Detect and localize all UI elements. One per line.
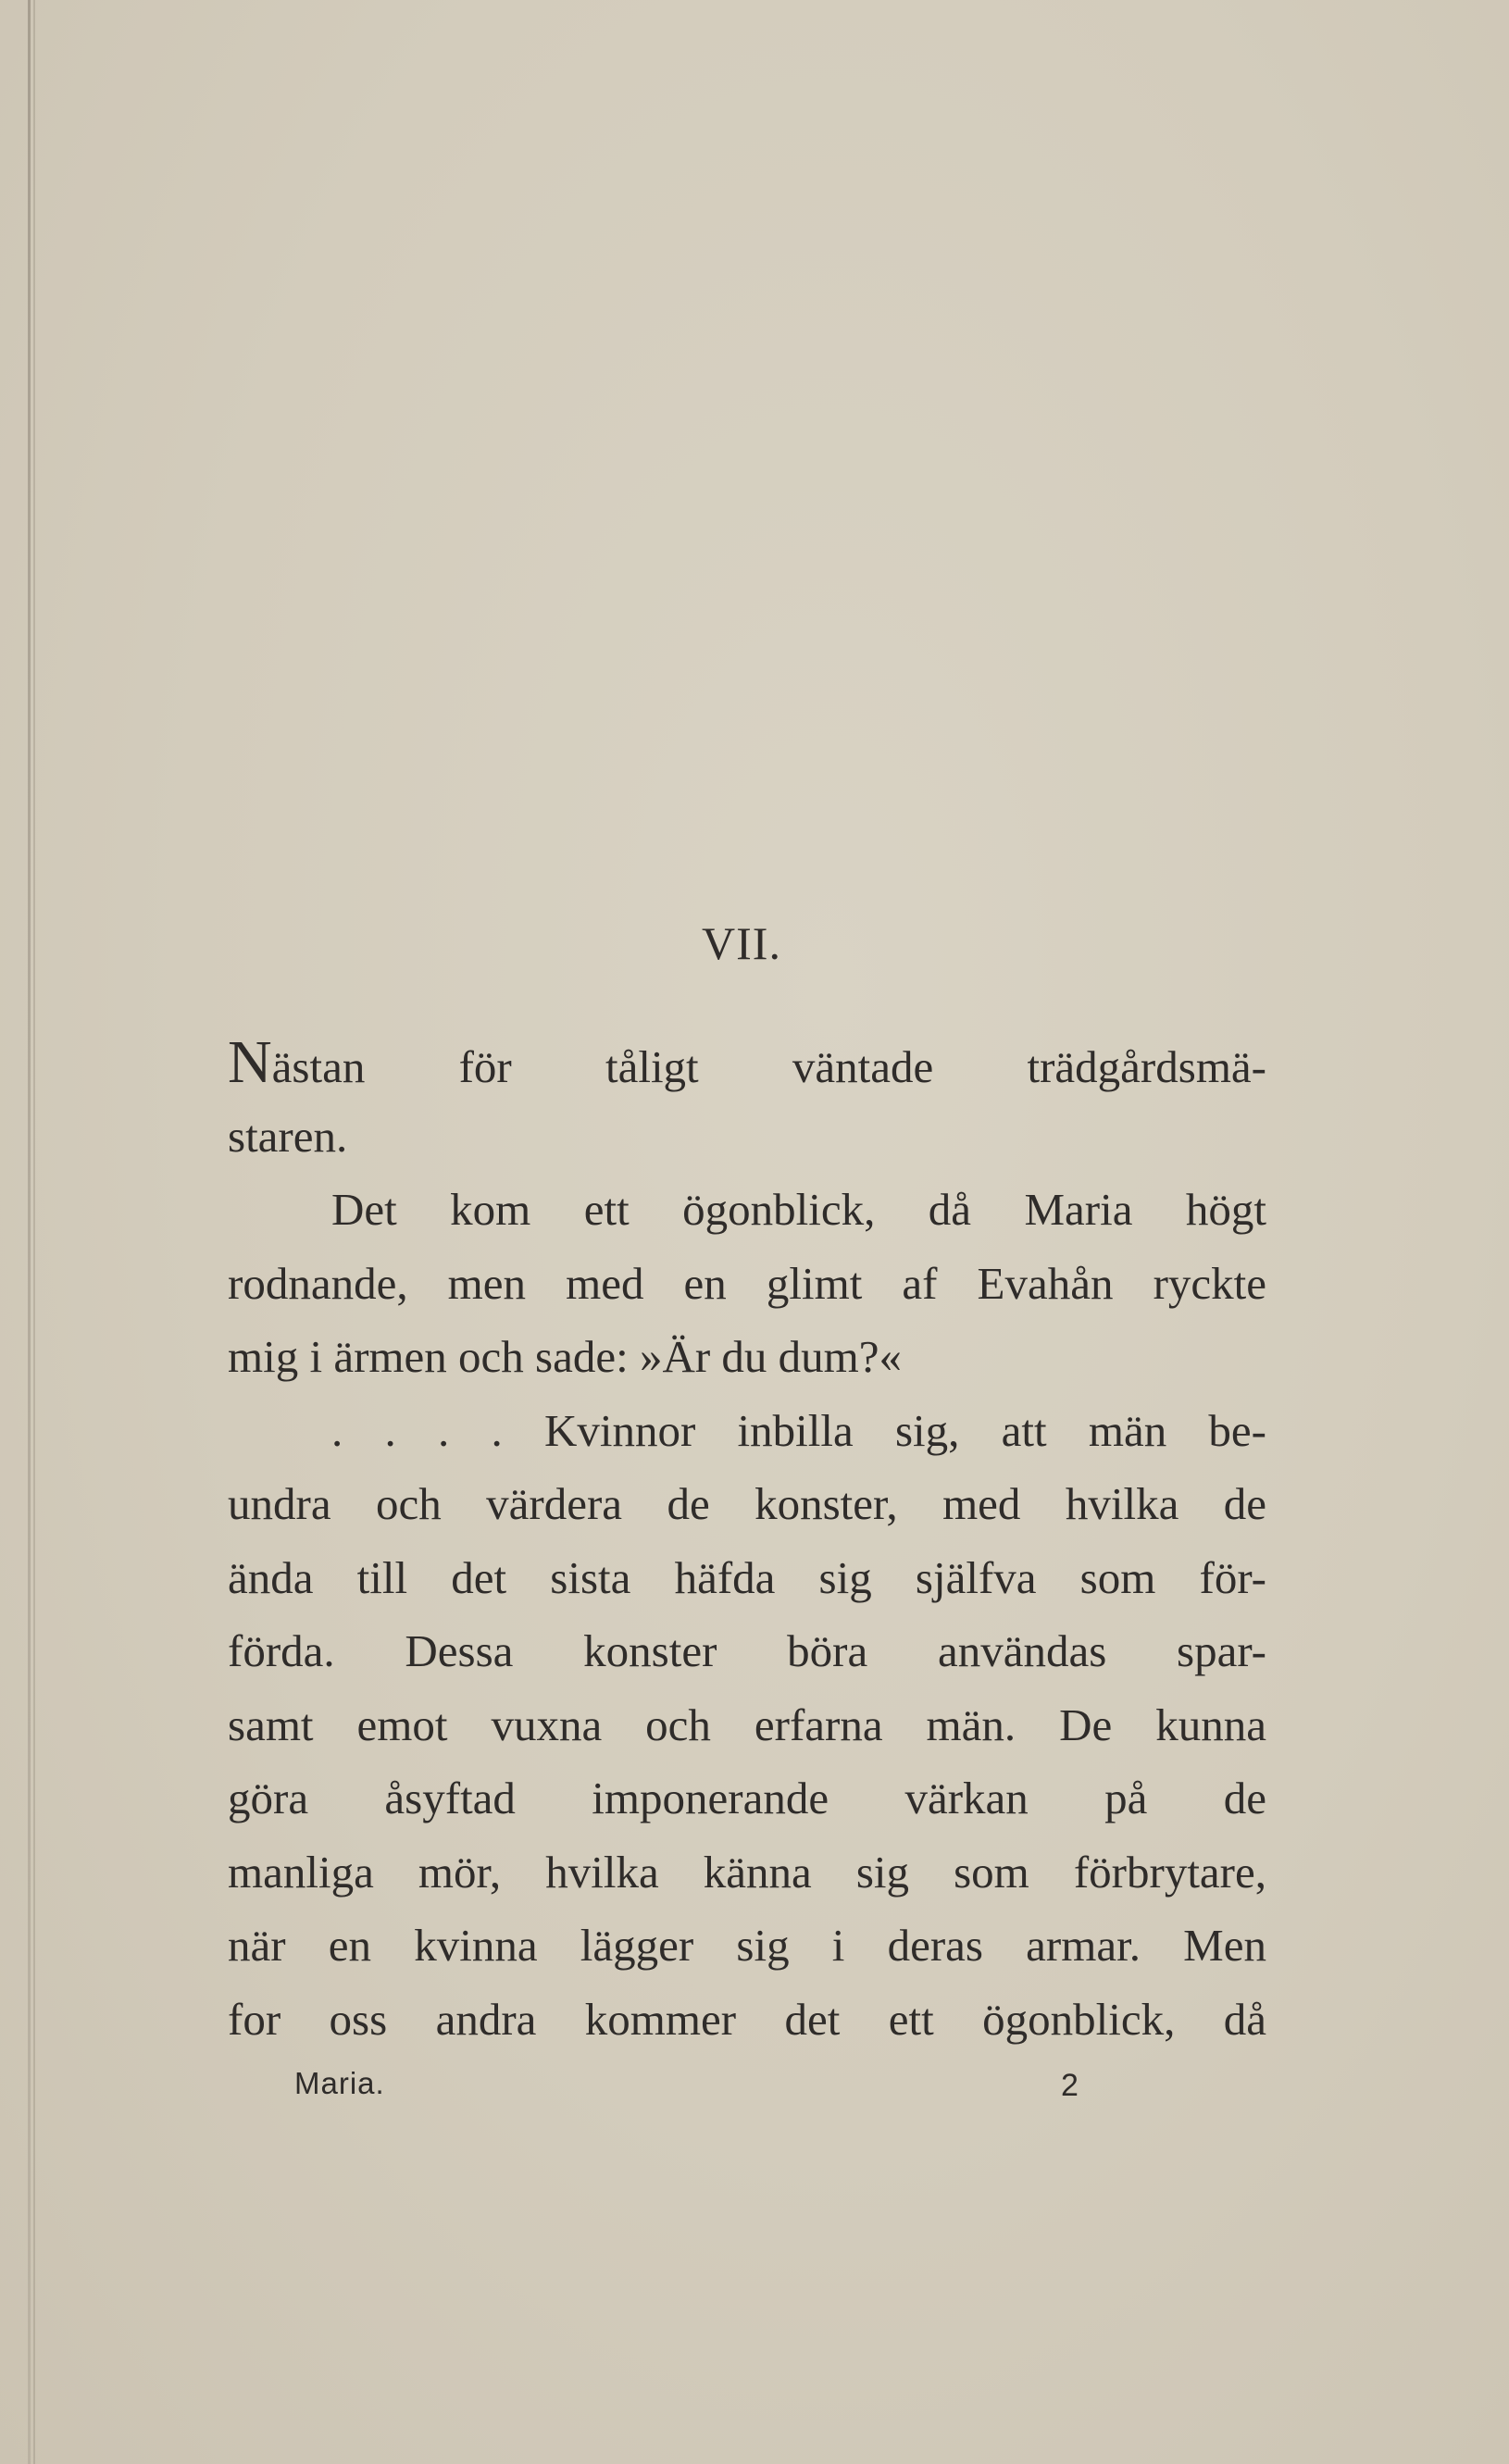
text-line-13: när en kvinna lägger sig i deras armar. Men xyxy=(228,1920,1266,1971)
text-line-8: ända till det sista häfda sig själfva som för- xyxy=(228,1551,1266,1603)
sheet-number: 2 xyxy=(1061,2068,1079,2103)
page-edge-line xyxy=(28,0,31,2464)
body-text xyxy=(228,1026,1266,2056)
text-line-6: . . . . Kvinnor inbilla sig, att män be- xyxy=(331,1404,1266,1456)
text-line-3: Det kom ett ögonblick, då Maria högt xyxy=(331,1184,1266,1235)
text-line-11: göra åsyftad imponerande värkan på de xyxy=(228,1773,1266,1823)
chapter-number: VII. xyxy=(702,917,781,969)
text-line-14: for oss andra kommer det ett ögonblick, då xyxy=(228,1993,1266,2045)
text-line-1-rest: ästan för tåligt väntade trädgårdsmä- xyxy=(271,1041,1266,1092)
page-edge-line-inner xyxy=(33,0,35,2464)
chapter-heading xyxy=(0,916,1509,970)
text-line-7: undra och värdera de konster, med hvilka de xyxy=(228,1478,1266,1529)
drop-cap: N xyxy=(228,1028,272,1096)
text-line-1 xyxy=(228,1026,1266,1100)
text-line-12: manliga mör, hvilka känna sig som förbrytare, xyxy=(228,1846,1266,1898)
text-line-10: samt emot vuxna och erfarna män. De kunna xyxy=(228,1699,1266,1750)
signature-mark: Maria. xyxy=(294,2066,385,2100)
text-line-5: mig i ärmen och sade: »Är du dum?« xyxy=(228,1331,903,1382)
text-line-4: rodnande, men med en glimt af Evahån ryckte xyxy=(228,1257,1266,1309)
text-line-2: staren. xyxy=(228,1110,348,1162)
text-line-9: förda. Dessa konster böra användas spar- xyxy=(228,1625,1266,1676)
